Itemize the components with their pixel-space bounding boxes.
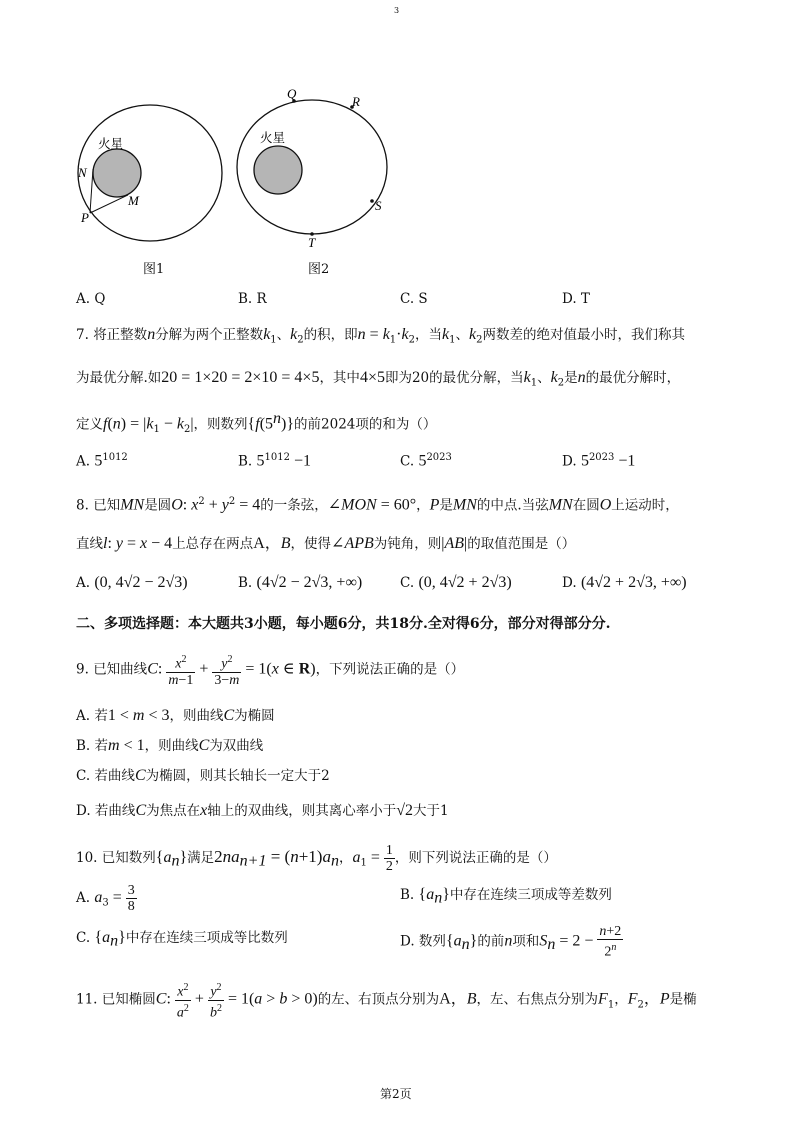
q7-line-3: 定义$f(n) = |k_1 - k_2|$，则数列{f(5$^n$)}的前2024项的和为（） bbox=[76, 410, 437, 436]
label-p: P bbox=[81, 210, 89, 225]
q10-stem: 10. 已知数列$\{a_n\}$满足$2na_{n+1} = (n+1)a_n$，$a_1$ = $\frac{1}{2}$ ，则下列说法正确的是（） bbox=[76, 843, 557, 874]
q9-stem: 9. 已知曲线C: $\frac{x^2}{m-1}$ + $\frac{y^2}{3-m}$ = 1(x ∈ R)，下列说法正确的是（） bbox=[76, 654, 465, 688]
q9-option-b: B. 若m < 1，则曲线C为双曲线 bbox=[76, 737, 264, 754]
tangent-pm bbox=[90, 195, 128, 213]
page-footer: 第2页 bbox=[380, 1087, 412, 1101]
figure-2-caption: 图2 bbox=[308, 262, 330, 277]
q7-option-a: A. $5^{1012}$ bbox=[76, 452, 128, 470]
q10-option-c: C. $\{a_n\}$中存在连续三项成等比数列 bbox=[76, 929, 288, 950]
q9-option-c: C. 若曲线C为椭圆，则其长轴长一定大于2 bbox=[76, 767, 330, 784]
q8-option-b: B. (4√2 − 2√3, +∞) bbox=[238, 574, 363, 591]
q8-line-2: 直线l: y = x − 4上总存在两点A，B，使得∠APB为钝角，则|AB|的取值范围是（） bbox=[76, 535, 576, 552]
q8-option-d: D. (4√2 + 2√3, +∞) bbox=[562, 574, 687, 591]
figure-1 bbox=[70, 85, 240, 255]
mars-label: 火星 bbox=[98, 136, 124, 151]
q6-option-d: D. T bbox=[562, 291, 590, 307]
mars-circle bbox=[254, 146, 302, 194]
label-r: R bbox=[352, 94, 360, 109]
q8-option-c: C. (0, 4√2 + 2√3) bbox=[400, 574, 512, 591]
q8-option-a: A. (0, 4√2 − 2√3) bbox=[76, 574, 188, 591]
q10-option-b: B. $\{a_n\}$中存在连续三项成等差数列 bbox=[400, 886, 612, 907]
section-2-heading: 二、多项选择题：本大题共3小题，每小题6分，共18分.全对得6分，部分对得部分分. bbox=[76, 616, 611, 632]
label-q: Q bbox=[287, 86, 297, 101]
q8-line-1: 8. 已知MN是圆O: $x^2 + y^2 = 4$的一条弦，∠MON = 60°，P是MN的中点.当弦MN在圆O上运动时， bbox=[76, 496, 679, 514]
q7-option-d: D. $5^{2023} -1$ bbox=[562, 452, 636, 470]
q10-option-d: D. 数列$\{a_n\}$的前n项和$S_n = 2$ − $\frac{n+2}{2^n}$ bbox=[400, 924, 622, 960]
figure-1-caption: 图1 bbox=[143, 262, 165, 277]
point-s bbox=[370, 199, 374, 203]
mars-circle bbox=[93, 149, 141, 197]
q9-option-a: A. 若1 < m < 3，则曲线C为椭圆 bbox=[76, 707, 275, 724]
label-t: T bbox=[308, 235, 316, 250]
q10-option-a: A. $a_3$ = $\frac{3}{8}$ bbox=[76, 883, 135, 914]
figure-2 bbox=[232, 82, 402, 254]
q7-option-c: C. $5^{2023}$ bbox=[400, 452, 452, 470]
page-marker: 3 bbox=[394, 6, 400, 15]
q6-option-a: A. Q bbox=[76, 291, 106, 307]
label-n: N bbox=[78, 165, 87, 180]
q9-option-d: D. 若曲线C为焦点在x轴上的双曲线，则其离心率小于√2大于1 bbox=[76, 802, 449, 819]
q6-option-c: C. S bbox=[400, 291, 428, 307]
label-s: S bbox=[375, 198, 382, 213]
mars-label: 火星 bbox=[260, 130, 286, 145]
q7-line-2: 为最优分解.如20 = 1×20 = 2×10 = 4×5，其中4×5即为20的最优分解，当$k_1$、$k_2$是n的最优分解时， bbox=[76, 369, 681, 389]
q7-option-b: B. $5^{1012} -1$ bbox=[238, 452, 311, 470]
q11-stem: 11. 已知椭圆C: $\frac{x^2}{a^2}$ + $\frac{y^2}{b^2}$ = 1(a > b > 0)的左、右顶点分别为A，B，左、右焦点分别为$F_1$，$F_2$，P是椭 bbox=[76, 982, 697, 1021]
label-m: M bbox=[128, 193, 139, 208]
tangent-pn bbox=[90, 169, 93, 213]
q6-option-b: B. R bbox=[238, 291, 267, 307]
q7-line-1: 7. 将正整数n分解为两个正整数$k_1$、$k_2$的积，即$n = k_1\cdot k_2$，当$k_1$、$k_2$两数差的绝对值最小时，我们称其 bbox=[76, 326, 685, 346]
